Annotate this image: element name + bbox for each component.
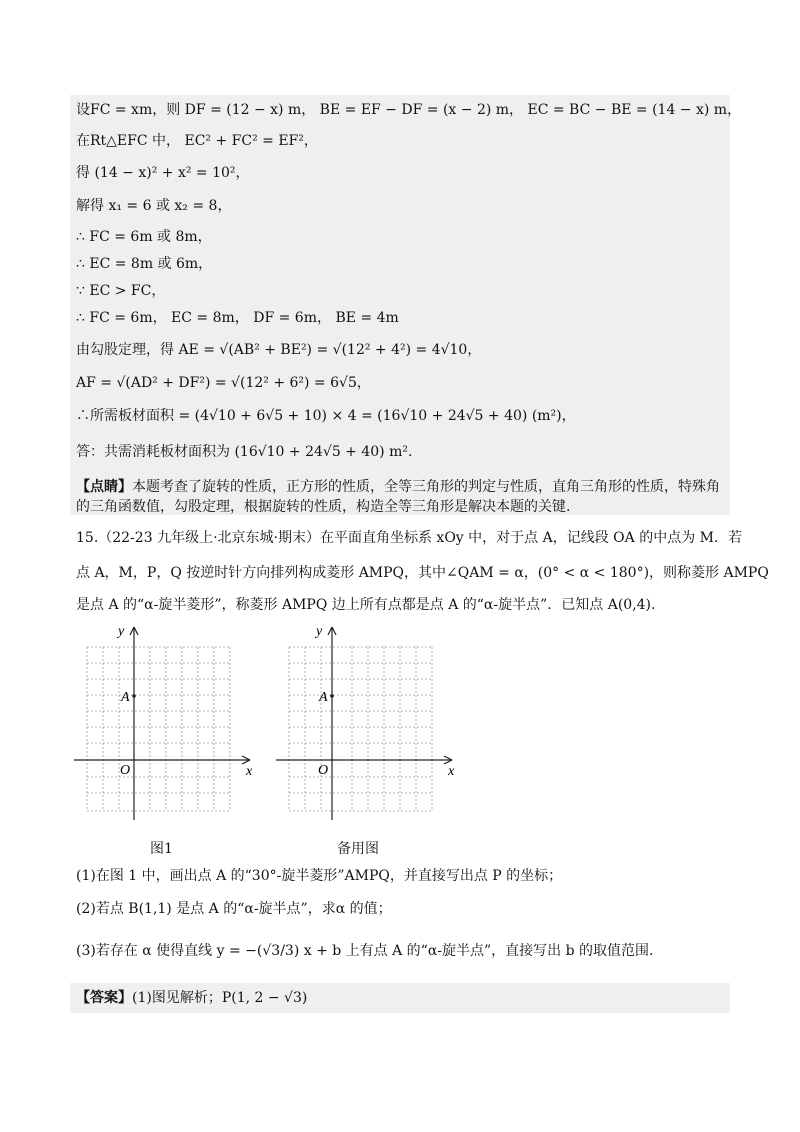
spare-figure-caption: 备用图	[337, 841, 379, 857]
figure-1-coordinate-grid	[70, 615, 270, 830]
point-a-label: A	[319, 690, 328, 705]
solution-line: 得 (14 − x)² + x² = 10²，	[76, 165, 250, 181]
review-label: 【点睛】	[76, 479, 132, 495]
solution-line: 设FC = xm，则 DF = (12 − x) m， BE = EF − DF = (x − 2) m， EC = BC − BE = (14 − x) m，	[76, 102, 742, 118]
review-text: 本题考查了旋转的性质，正方形的性质，全等三角形的判定与性质，直角三角形的性质，特殊角	[132, 479, 720, 495]
solution-line: ∴ FC = 6m， EC = 8m， DF = 6m， BE = 4m	[76, 310, 399, 326]
review-line-2: 的三角函数值，勾股定理，根据旋转的性质，构造全等三角形是解决本题的关键.	[76, 499, 571, 515]
solution-line: 答：共需消耗板材面积为 (16√10 + 24√5 + 40) m².	[76, 444, 413, 460]
problem-text: （22-23 九年级上·北京东城·期末）在平面直角坐标系 xOy 中，对于点 A，记线段 OA 的中点为 M．若	[98, 530, 742, 546]
solution-line: AF = √(AD² + DF²) = √(12² + 6²) = 6√5，	[76, 375, 371, 391]
grid-lines	[289, 647, 432, 811]
question-3: (3)若存在 α 使得直线 y = −(√3/3) x + b 上有点 A 的“α-旋半点”，直接写出 b 的取值范围.	[76, 943, 654, 959]
y-axis-label: y	[118, 624, 125, 639]
grid-lines	[87, 647, 230, 811]
solution-line: 解得 x₁ = 6 或 x₂ = 8，	[76, 198, 232, 214]
origin-label: O	[318, 763, 329, 778]
point-a-marker	[330, 694, 334, 698]
question-2: (2)若点 B(1,1) 是点 A 的“α-旋半点”，求α 的值；	[76, 901, 392, 917]
problem-line-2: 点 A，M，P，Q 按逆时针方向排列构成菱形 AMPQ，其中∠QAM = α，(0° < α < 180°)，则称菱形 AMPQ	[76, 565, 769, 581]
x-axis-label: x	[448, 764, 455, 779]
solution-line: ∴ EC = 8m 或 6m，	[76, 256, 213, 272]
point-a-marker	[132, 694, 136, 698]
solution-line: ∴ FC = 6m 或 8m，	[76, 229, 212, 245]
point-a-label: A	[121, 690, 130, 705]
answer-line	[76, 988, 307, 1008]
solution-line: 由勾股定理，得 AE = √(AB² + BE²) = √(12² + 4²) = 4√10，	[76, 342, 482, 358]
figure-1-caption: 图1	[150, 841, 173, 857]
solution-line: 在Rt△EFC 中， EC² + FC² = EF²，	[76, 133, 318, 149]
problem-line-3: 是点 A 的“α-旋半菱形”，称菱形 AMPQ 边上所有点都是点 A 的“α-旋半点”．已知点 A(0,4).	[76, 597, 656, 613]
problem-number: 15.	[76, 530, 99, 546]
answer-label: 【答案】	[76, 990, 132, 1006]
solution-line: ∴所需板材面积 = (4√10 + 6√5 + 10) × 4 = (16√10 + 24√5 + 40) (m²)，	[76, 408, 576, 424]
question-1: (1)在图 1 中，画出点 A 的“30°-旋半菱形”AMPQ，并直接写出点 P 的坐标；	[76, 868, 563, 884]
x-axis-label: x	[246, 764, 253, 779]
answer-text: (1)图见解析；P(1, 2 − √3)	[132, 990, 308, 1006]
origin-label: O	[120, 763, 131, 778]
solution-line: ∵ EC > FC，	[76, 283, 166, 299]
review-line	[76, 477, 720, 497]
problem-line-1	[76, 528, 742, 548]
y-axis-label: y	[316, 624, 323, 639]
spare-figure-coordinate-grid	[272, 615, 472, 830]
